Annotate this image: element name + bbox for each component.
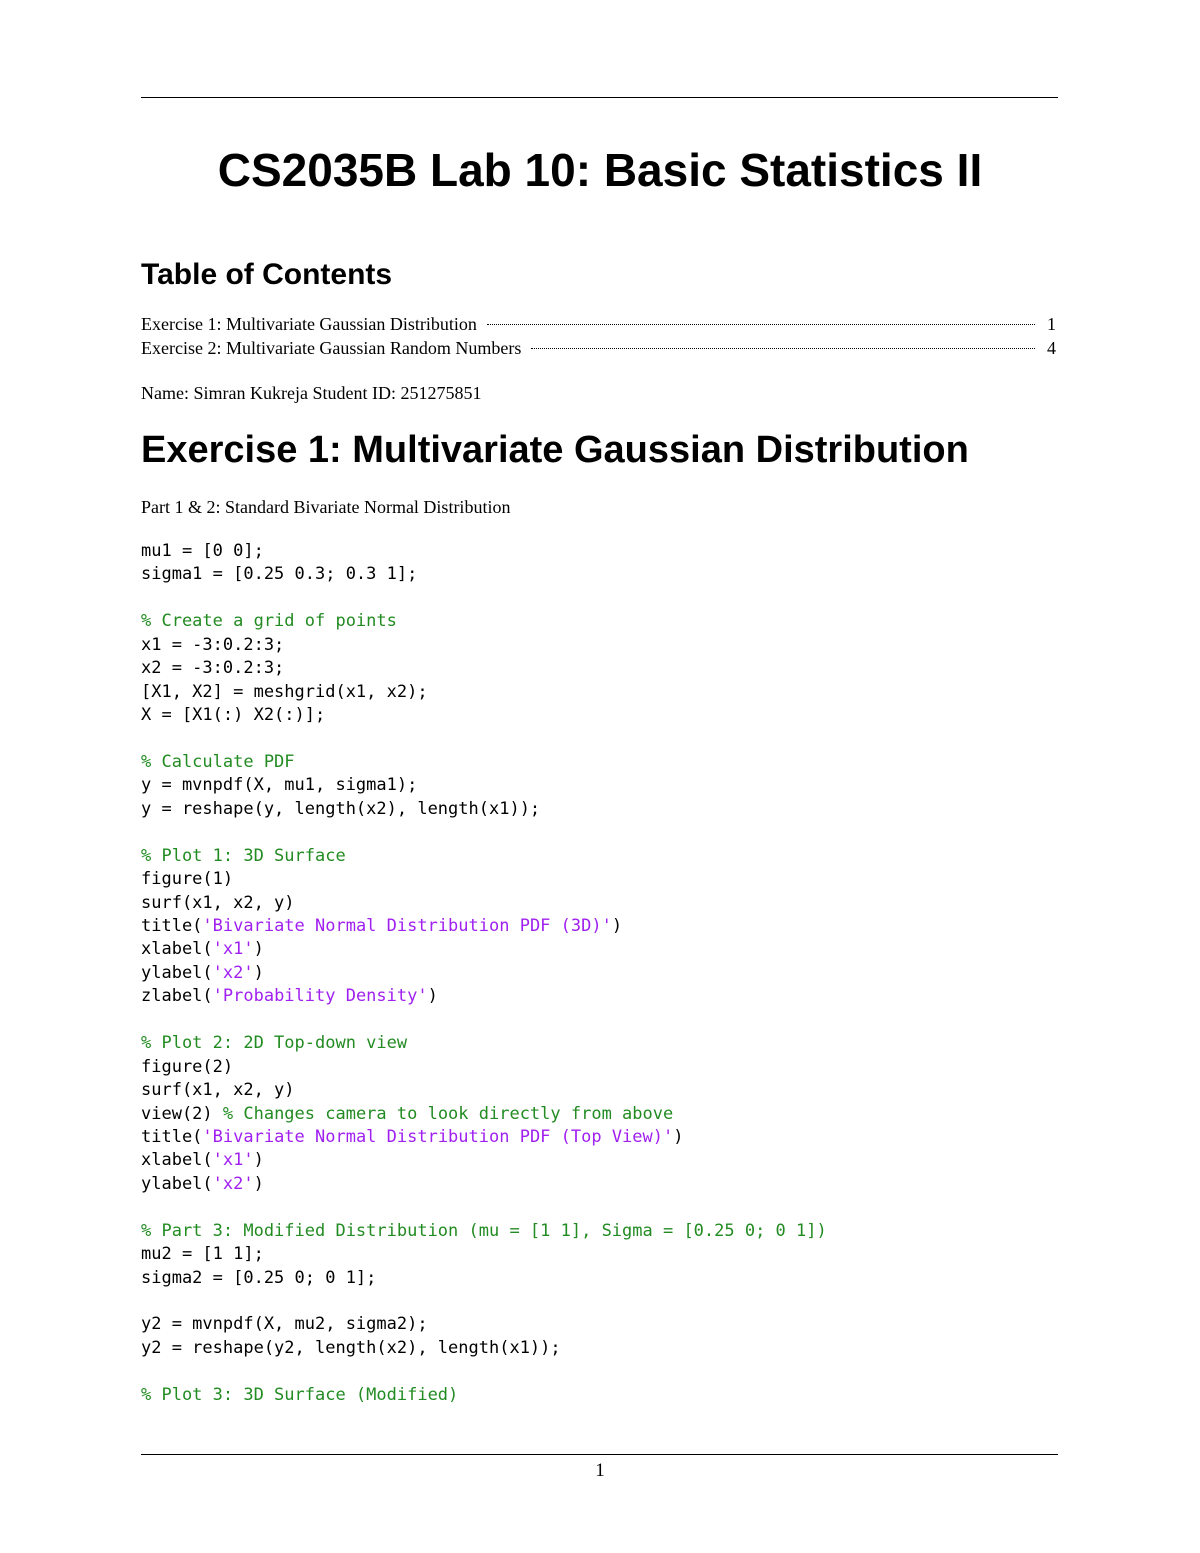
code-string: 'x1'	[212, 1150, 254, 1171]
code-string: 'Bivariate Normal Distribution PDF (Top View)'	[202, 1126, 674, 1147]
code-text: X = [X1(:) X2(:)];	[141, 705, 326, 726]
toc-heading: Table of Contents	[141, 258, 393, 291]
code-comment: % Calculate PDF	[141, 751, 295, 772]
code-line	[141, 915, 827, 938]
code-text: zlabel(	[141, 986, 213, 1007]
code-line	[141, 540, 827, 563]
code-text: x2 = -3:0.2:3;	[141, 658, 285, 679]
code-text: sigma1 = [0.25 0.3; 0.3 1];	[141, 564, 418, 585]
code-comment: % Plot 3: 3D Surface (Modified)	[141, 1384, 459, 1405]
code-line	[141, 587, 827, 610]
student-info: Name: Simran Kukreja Student ID: 251275851	[141, 383, 482, 403]
code-line	[141, 610, 827, 633]
code-string: 'x2'	[212, 1173, 254, 1194]
document-title: CS2035B Lab 10: Basic Statistics II	[217, 144, 983, 196]
code-line	[141, 1384, 827, 1407]
toc-dot-leader	[531, 348, 1035, 349]
code-line	[141, 868, 827, 891]
code-text: )	[427, 986, 438, 1007]
code-line	[141, 1220, 827, 1243]
code-line	[141, 751, 827, 774]
code-text: )	[253, 1150, 264, 1171]
code-text: ylabel(	[141, 962, 213, 983]
code-comment: % Changes camera to look directly from above	[222, 1103, 674, 1124]
code-comment: % Plot 1: 3D Surface	[141, 845, 346, 866]
code-text: mu2 = [1 1];	[141, 1244, 264, 1265]
code-line	[141, 845, 827, 868]
code-line	[141, 1313, 827, 1336]
code-string: 'x1'	[212, 939, 254, 960]
code-line	[141, 728, 827, 751]
part-label: Part 1 & 2: Standard Bivariate Normal Distribution	[141, 497, 511, 517]
code-line	[141, 634, 827, 657]
code-text: surf(x1, x2, y)	[141, 1080, 295, 1101]
code-line	[141, 962, 827, 985]
code-text: [X1, X2] = meshgrid(x1, x2);	[141, 681, 428, 702]
footer-rule	[141, 1454, 1058, 1455]
code-text: y2 = mvnpdf(X, mu2, sigma2);	[141, 1314, 428, 1335]
toc-entry-page: 1	[1047, 314, 1056, 334]
code-text: y = reshape(y, length(x2), length(x1));	[141, 798, 541, 819]
code-line	[141, 681, 827, 704]
code-text: )	[611, 916, 623, 936]
code-line	[141, 1149, 827, 1172]
code-line	[141, 563, 827, 586]
toc-entry-label: Exercise 2: Multivariate Gaussian Random Numbers	[141, 338, 522, 358]
code-line	[141, 892, 827, 915]
code-line	[141, 1290, 827, 1313]
code-line	[141, 1009, 827, 1032]
code-text: )	[253, 962, 264, 983]
code-text: xlabel(	[141, 1150, 213, 1171]
code-line	[141, 798, 827, 821]
code-line	[141, 1196, 827, 1219]
code-text: surf(x1, x2, y)	[141, 892, 295, 913]
code-comment: % Plot 2: 2D Top-down view	[141, 1033, 408, 1054]
code-block	[141, 540, 827, 1407]
code-text: )	[673, 1126, 684, 1147]
code-text: sigma2 = [0.25 0; 0 1];	[141, 1267, 377, 1288]
page-number: 1	[595, 1460, 605, 1481]
code-line	[141, 1056, 827, 1079]
table-of-contents	[141, 312, 1058, 360]
code-text: title(	[141, 1126, 203, 1147]
code-line	[141, 1126, 827, 1149]
code-text: )	[253, 939, 264, 960]
code-text: title(	[141, 916, 203, 936]
code-line	[141, 1079, 827, 1102]
code-string: 'Bivariate Normal Distribution PDF (3D)'	[202, 916, 612, 936]
code-comment: % Part 3: Modified Distribution (mu = [1 1], Sigma = [0.25 0; 0 1])	[141, 1220, 827, 1241]
code-line	[141, 821, 827, 844]
toc-entry-page: 4	[1047, 338, 1056, 358]
code-text: ylabel(	[141, 1173, 213, 1194]
code-text: )	[253, 1173, 264, 1194]
toc-entry-exercise-2[interactable]	[141, 336, 1058, 360]
code-comment: % Create a grid of points	[141, 611, 397, 632]
code-text: x1 = -3:0.2:3;	[141, 634, 285, 655]
code-text: figure(2)	[141, 1056, 234, 1077]
toc-dot-leader	[487, 324, 1035, 325]
code-text: y = mvnpdf(X, mu1, sigma1);	[141, 775, 418, 796]
code-text: figure(1)	[141, 869, 234, 890]
code-line	[141, 1243, 827, 1266]
code-line	[141, 1103, 827, 1126]
code-text: view(2)	[141, 1103, 223, 1124]
code-string: 'Probability Density'	[212, 986, 428, 1007]
exercise-1-heading: Exercise 1: Multivariate Gaussian Distribution	[141, 429, 969, 471]
code-text: mu1 = [0 0];	[141, 541, 264, 561]
code-string: 'x2'	[212, 962, 254, 983]
code-line	[141, 704, 827, 727]
code-line	[141, 985, 827, 1008]
code-line	[141, 1267, 827, 1290]
code-line	[141, 774, 827, 797]
code-line	[141, 1360, 827, 1383]
code-line	[141, 1173, 827, 1196]
code-line	[141, 1337, 827, 1360]
toc-entry-label: Exercise 1: Multivariate Gaussian Distribution	[141, 314, 477, 334]
header-rule	[141, 97, 1058, 98]
code-line	[141, 1032, 827, 1055]
code-line	[141, 938, 827, 961]
toc-entry-exercise-1[interactable]	[141, 312, 1058, 336]
code-line	[141, 657, 827, 680]
code-text: xlabel(	[141, 939, 213, 960]
code-text: y2 = reshape(y2, length(x2), length(x1));	[141, 1337, 561, 1358]
